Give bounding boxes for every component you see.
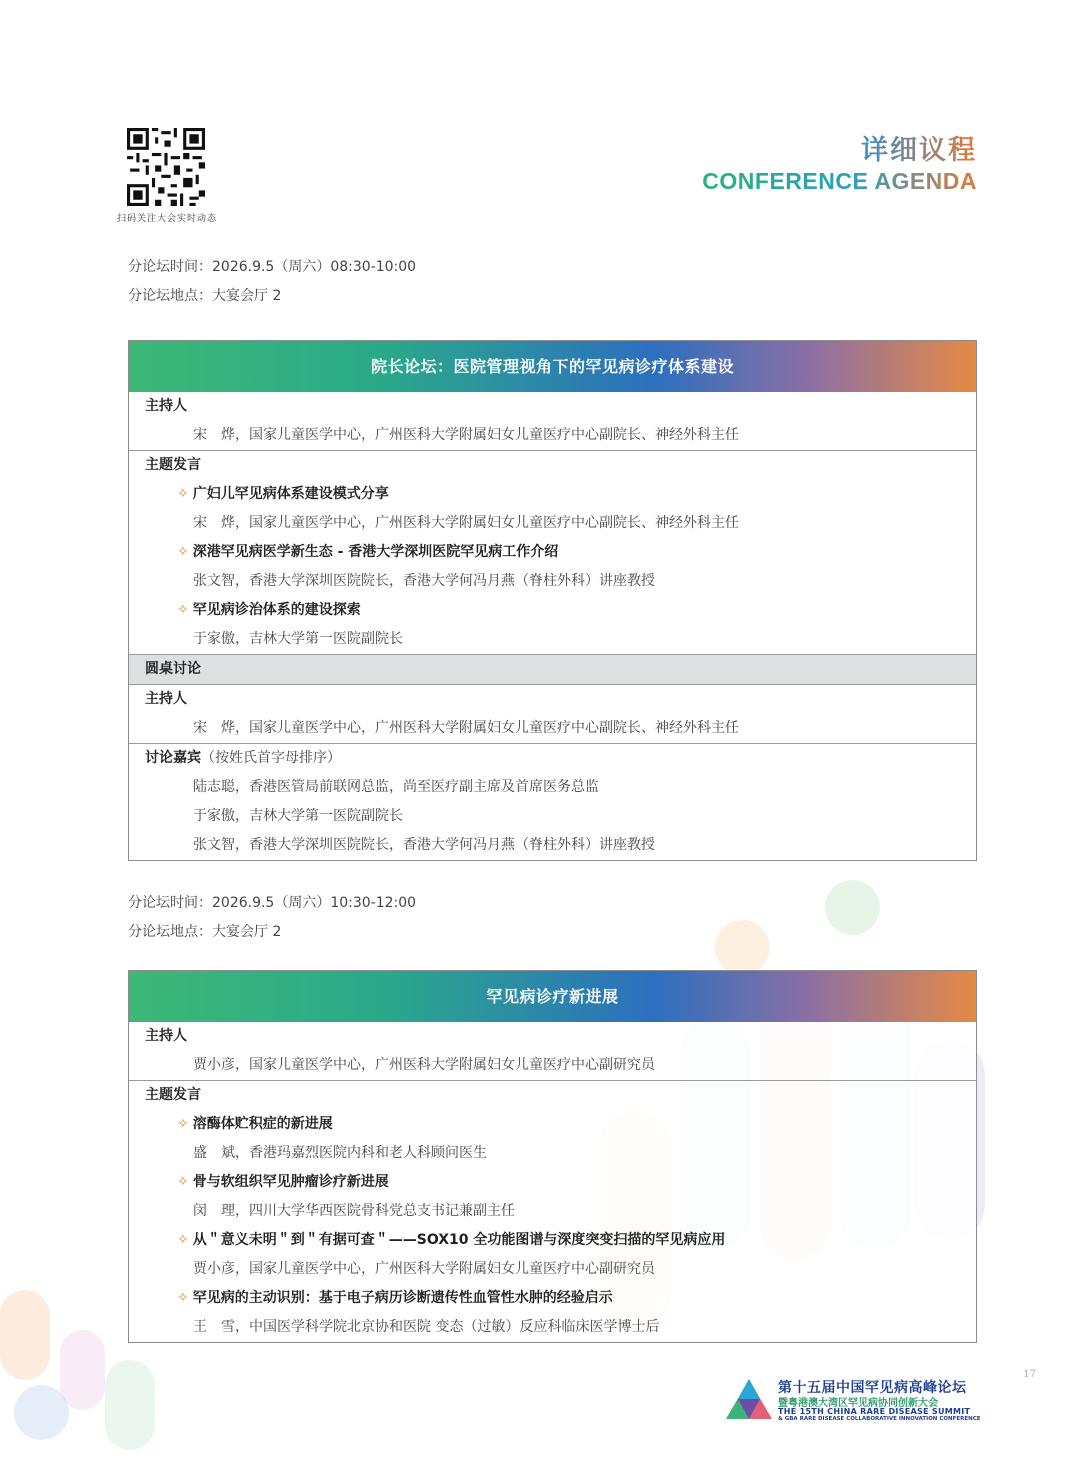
diamond-icon: ✧ <box>177 1174 189 1190</box>
decorative-blob <box>105 1360 155 1450</box>
diamond-icon: ✧ <box>177 1116 189 1132</box>
talk-title: ✧ 从＂意义未明＂到＂有据可查＂——SOX10 全功能图谱与深度突变扫描的罕见病应用 <box>177 1232 726 1248</box>
qr-code-icon <box>127 128 205 206</box>
decorative-blob <box>825 880 880 935</box>
session-1-meta <box>128 253 416 311</box>
session-time: 分论坛时间：2026.9.5（周六）10:30-12:00 <box>128 895 417 911</box>
talk-speaker: 闵 理，四川大学华西医院骨科党总支书记兼副主任 <box>193 1203 515 1219</box>
panel-note: （按姓氏首字母排序） <box>201 750 341 766</box>
talks-label: 主题发言 <box>145 457 201 473</box>
talk-speaker: 贾小彦，国家儿童医学中心，广州医科大学附属妇女儿童医疗中心副研究员 <box>193 1261 655 1277</box>
diamond-icon: ✧ <box>177 602 189 618</box>
session-title: 院长论坛：医院管理视角下的罕见病诊疗体系建设 <box>129 341 976 392</box>
host-label: 主持人 <box>145 1028 187 1044</box>
panelist: 张文智，香港大学深圳医院院长，香港大学何冯月燕（脊柱外科）讲座教授 <box>193 837 655 853</box>
triangle-logo-icon <box>724 1377 774 1421</box>
logo-title-cn: 第十五届中国罕见病高峰论坛 <box>778 1380 967 1396</box>
roundtable-host-name: 宋 烨，国家儿童医学中心，广州医科大学附属妇女儿童医疗中心副院长、神经外科主任 <box>193 720 739 736</box>
roundtable-host-label: 主持人 <box>145 691 187 707</box>
decorative-blob <box>0 1290 50 1380</box>
session-venue: 分论坛地点：大宴会厅 2 <box>128 288 282 304</box>
panel-label: 讨论嘉宾（按姓氏首字母排序） <box>145 750 341 766</box>
logo-subtitle-cn: 暨粤港澳大湾区罕见病协同创新大会 <box>778 1398 938 1409</box>
conference-logo <box>724 1377 981 1427</box>
talk-title: ✧ 骨与软组织罕见肿瘤诊疗新进展 <box>177 1174 389 1190</box>
host-label: 主持人 <box>145 398 187 414</box>
talk-speaker: 张文智，香港大学深圳医院院长，香港大学何冯月燕（脊柱外科）讲座教授 <box>193 573 655 589</box>
diamond-icon: ✧ <box>177 1290 189 1306</box>
talk-title: ✧ 罕见病的主动识别：基于电子病历诊断遗传性血管性水肿的经验启示 <box>177 1290 613 1306</box>
diamond-icon: ✧ <box>177 1232 189 1248</box>
talk-title: ✧ 深港罕见病医学新生态 - 香港大学深圳医院罕见病工作介绍 <box>177 544 559 560</box>
session-title: 罕见病诊疗新进展 <box>129 971 976 1022</box>
decorative-blob <box>60 1330 105 1410</box>
logo-title-en: THE 15TH CHINA RARE DISEASE SUMMIT <box>778 1407 971 1416</box>
talks-label: 主题发言 <box>145 1087 201 1103</box>
host-name: 贾小彦，国家儿童医学中心，广州医科大学附属妇女儿童医疗中心副研究员 <box>193 1057 655 1073</box>
page-number: 17 <box>1023 1369 1036 1380</box>
host-name: 宋 烨，国家儿童医学中心，广州医科大学附属妇女儿童医疗中心副院长、神经外科主任 <box>193 427 739 443</box>
session-time: 分论坛时间：2026.9.5（周六）08:30-10:00 <box>128 259 417 275</box>
panelist: 于家傲，吉林大学第一医院副院长 <box>193 808 403 824</box>
decorative-blob <box>715 920 770 975</box>
session-venue: 分论坛地点：大宴会厅 2 <box>128 924 282 940</box>
session-2-meta <box>128 889 416 947</box>
page-title-en: CONFERENCE AGENDA <box>702 168 977 194</box>
session-table <box>128 340 977 861</box>
talk-title: ✧ 罕见病诊治体系的建设探索 <box>177 602 361 618</box>
talk-speaker: 盛 斌，香港玛嘉烈医院内科和老人科顾问医生 <box>193 1145 487 1161</box>
talk-speaker: 宋 烨，国家儿童医学中心，广州医科大学附属妇女儿童医疗中心副院长、神经外科主任 <box>193 515 739 531</box>
session-table <box>128 970 977 1343</box>
talk-title: ✧ 溶酶体贮积症的新进展 <box>177 1116 333 1132</box>
roundtable-label: 圆桌讨论 <box>129 655 976 684</box>
qr-caption: 扫码关注大会实时动态 <box>116 214 217 224</box>
panelist: 陆志聪，香港医管局前联网总监，尚至医疗副主席及首席医务总监 <box>193 779 599 795</box>
talk-speaker: 于家傲，吉林大学第一医院副院长 <box>193 631 403 647</box>
diamond-icon: ✧ <box>177 544 189 560</box>
diamond-icon: ✧ <box>177 486 189 502</box>
talk-speaker: 王 雪，中国医学科学院北京协和医院 变态（过敏）反应科临床医学博士后 <box>193 1319 660 1335</box>
talk-title: ✧ 广妇儿罕见病体系建设模式分享 <box>177 486 389 502</box>
page-title-cn: 详细议程 <box>861 128 977 167</box>
logo-subtitle-en: & GBA RARE DISEASE COLLABORATIVE INNOVATION CONFERENCE <box>778 1416 981 1422</box>
